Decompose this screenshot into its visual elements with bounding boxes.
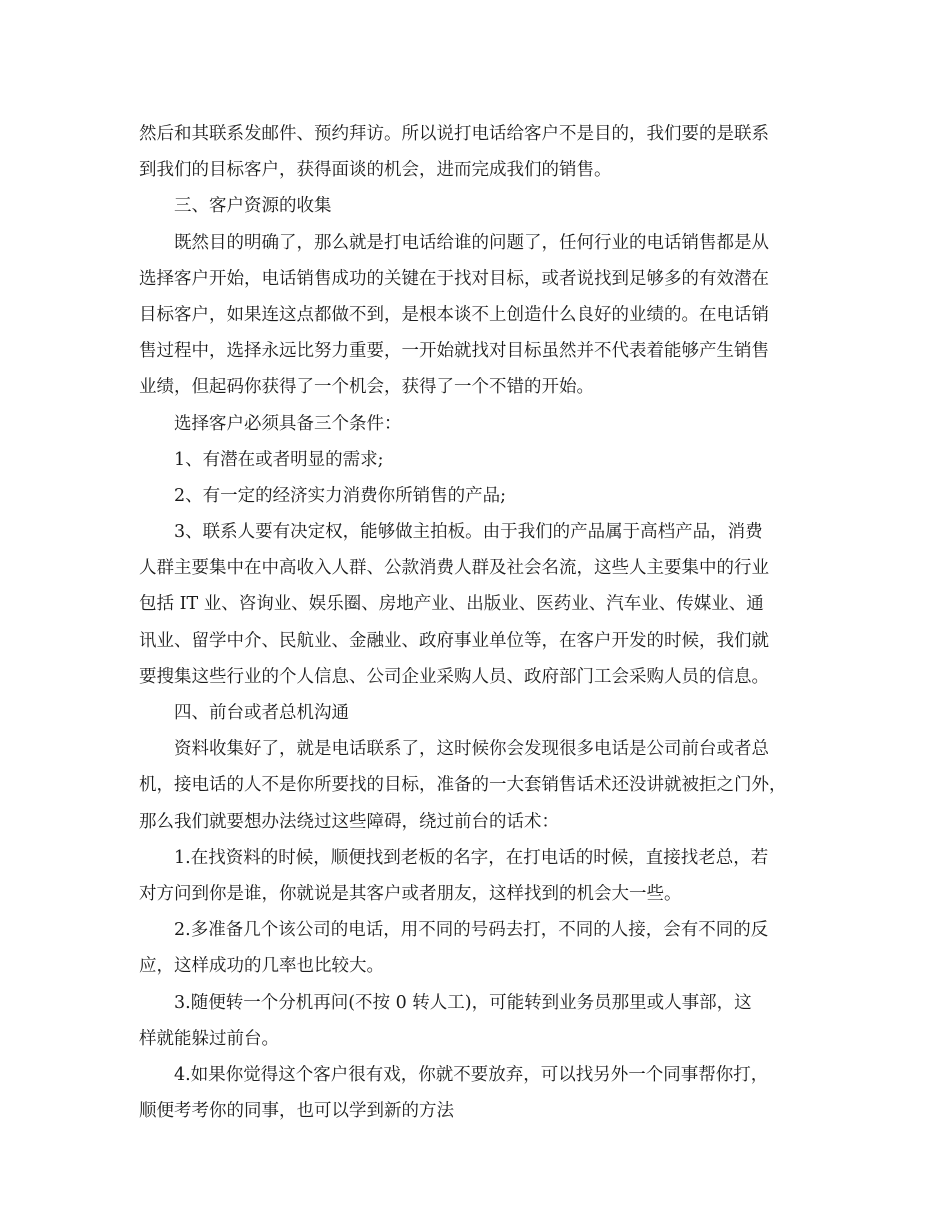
list-item: 3.随便转一个分机再问(不按 0 转人工)，可能转到业务员那里或人事部，这	[174, 992, 752, 1013]
paragraph-line: 然后和其联系发邮件、预约拜访。所以说打电话给客户不是目的，我们要的是联系	[139, 124, 769, 144]
paragraph-line: 样就能躲过前台。	[139, 1028, 279, 1049]
paragraph-line: 机，接电话的人不是你所要找的目标，准备的一大套销售话术还没讲就被拒之门外，	[139, 775, 787, 796]
section-heading: 三、客户资源的收集	[174, 196, 332, 217]
paragraph-line: 售过程中，选择永远比努力重要，一开始就找对目标虽然并不代表着能够产生销售	[139, 341, 769, 362]
paragraph-line: 应，这样成功的几率也比较大。	[139, 956, 384, 977]
document-body	[139, 116, 814, 1129]
list-item: 4.如果你觉得这个客户很有戏，你就不要放弃，可以找另外一个同事帮你打，	[174, 1064, 769, 1085]
paragraph-line: 讯业、留学中介、民航业、金融业、政府事业单位等，在客户开发的时候，我们就	[139, 630, 769, 651]
list-item: 2.多准备几个该公司的电话，用不同的号码去打，不同的人接，会有不同的反	[174, 920, 769, 941]
paragraph-line: 资料收集好了，就是电话联系了，这时候你会发现很多电话是公司前台或者总	[174, 739, 769, 760]
list-item: 1、有潜在或者明显的需求;	[174, 449, 384, 470]
paragraph-line: 顺便考考你的同事，也可以学到新的方法	[139, 1101, 454, 1122]
list-item: 2、有一定的经济实力消费你所销售的产品;	[174, 485, 507, 506]
list-item: 3、联系人要有决定权，能够做主拍板。由于我们的产品属于高档产品，消费	[174, 522, 763, 543]
paragraph-line: 既然目的明确了，那么就是打电话给谁的问题了，任何行业的电话销售都是从	[174, 232, 769, 253]
section-heading: 四、前台或者总机沟通	[174, 703, 349, 723]
paragraph-line: 人群主要集中在中高收入人群、公款消费人群及社会名流，这些人主要集中的行业	[139, 558, 769, 579]
paragraph-line: 包括 IT 业、咨询业、娱乐圈、房地产业、出版业、医药业、汽车业、传媒业、通	[139, 594, 764, 615]
paragraph-line: 选择客户必须具备三个条件：	[174, 413, 402, 434]
list-item: 1.在找资料的时候，顺便找到老板的名字，在打电话的时候，直接找老总，若	[174, 847, 769, 868]
paragraph-line: 那么我们就要想办法绕过这些障碍，绕过前台的话术：	[139, 811, 559, 832]
paragraph-line: 目标客户，如果连这点都做不到，是根本谈不上创造什么良好的业绩的。在电话销	[139, 304, 769, 325]
paragraph-line: 选择客户开始，电话销售成功的关键在于找对目标，或者说找到足够多的有效潜在	[139, 268, 769, 289]
paragraph-line: 要搜集这些行业的个人信息、公司企业采购人员、政府部门工会采购人员的信息。	[139, 666, 769, 687]
paragraph-line: 对方问到你是谁，你就说是其客户或者朋友，这样找到的机会大一些。	[139, 883, 682, 904]
paragraph-line: 到我们的目标客户，获得面谈的机会，进而完成我们的销售。	[139, 160, 612, 181]
paragraph-line: 业绩，但起码你获得了一个机会，获得了一个不错的开始。	[139, 377, 594, 398]
